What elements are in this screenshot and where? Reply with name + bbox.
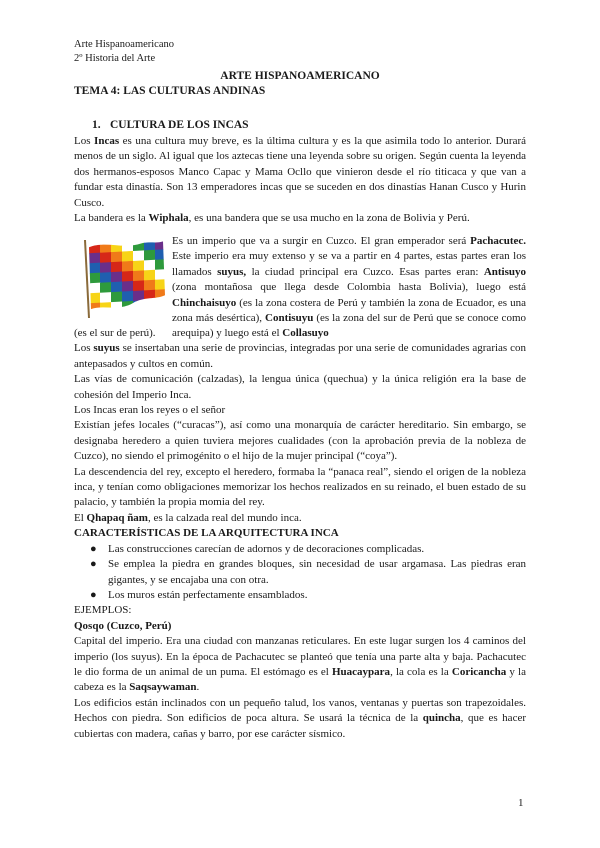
flag-square (133, 250, 145, 261)
list-item: ● Los muros están perfectamente ensamblados. (90, 588, 308, 601)
flag-square (144, 280, 156, 291)
flag-square (122, 291, 134, 302)
paragraph-vias: Las vías de comunicación (calzadas), la lengua única (quechua) y la única religión era la base de cohesión del Imperio Inca. (74, 373, 526, 401)
paragraph-intro: Los Incas es una cultura muy breve, es la última cultura y es la que asimila todo lo anterior. Durará menos de un siglo. Al igual que los aztecas tiene una leyenda sobre su origen. Según cuenta la leyenda dos hermanos-esposos Manco Capac y Mama Ocllo que vinieron desde el río titicaca y que van a fundar esta dinastía. Son 13 emperadores incas que se suceden en dos dinastías Hanan Cusco y Hurin Cusco. (74, 135, 527, 209)
empire-paragraph-end: (es el sur de perú). (74, 327, 156, 339)
flag-square (155, 259, 167, 270)
section-title: CULTURA DE LOS INCAS (110, 119, 249, 131)
flag-square (144, 270, 156, 281)
flag-square (122, 281, 134, 292)
flag-square (155, 299, 167, 310)
paragraph-panaca: La descendencia del rey, excepto el heredero, formaba la “panaca real”, siendo el origen de la nobleza inca, y tenían como obligaciones memorizar los hechos realizados en su reinado, el buen estado de su palacio, y también la propia momia del rey. (74, 465, 526, 509)
flag-square (111, 292, 123, 303)
flag-square (155, 279, 167, 290)
flag-square (155, 239, 167, 250)
flag-square (89, 243, 101, 254)
paragraph-reyes: Los Incas eran los reyes o el señor (74, 404, 226, 417)
empire-paragraph-right: Es un imperio que va a surgir en Cuzco. El gran emperador será Pachacutec. Este imperio era muy extenso y se va a partir en 4 partes, estas partes eran los llamados suyus, la ciudad principal era Cuzco. Esas partes eran: Antisuyo (zona montañosa que llega desde Colombia hasta Bolivia), luego está Chinchaisuyo (es la zona costera de Perú y también la zona de Ecuador, es una zona más desértica), Contisuyu (es la zona del sur de Perú que se conoce como arequipa) y luego está el Collasuyo (172, 235, 527, 340)
flag-square (111, 262, 123, 273)
flag-square (155, 269, 167, 280)
flag-square (144, 300, 156, 311)
flag-square (89, 293, 101, 304)
flag-square (89, 273, 101, 284)
flag-square (100, 282, 112, 293)
flag-square (122, 301, 134, 312)
flag-square (100, 272, 112, 283)
paragraph-jefes: Existían jefes locales (“curacas”), así como una monarquía de carácter hereditario. Sin embargo, se designaba heredero a quien tuviera mejores cualidades (con la aprobación previa de la nobleza de Cuzco), no siendo el primogénito o el hijo de la mujer principal (“coya”). (74, 419, 526, 463)
flag-square (133, 240, 145, 251)
flag-square (111, 252, 123, 263)
paragraph-capital: Capital del imperio. Era una ciudad con manzanas reticulares. En este lugar surgen los 4 caminos del imperio (los suyus). En la época de Pachacutec se planteó que tenía una parte alta y baja. Pachacutec le dio forma de un animal de un puma. El estómago es el Huacaypara, la cola es la Coricancha y la cabeza es la Saqsaywaman. (74, 635, 526, 694)
flag-square (133, 300, 145, 311)
flag-square (122, 261, 134, 272)
flag-square (100, 292, 112, 303)
list-item: ● Las construcciones carecían de adornos y de decoraciones complicadas. (90, 542, 425, 555)
flag-square (89, 303, 101, 314)
flag-square (111, 302, 123, 313)
flag-square (144, 240, 156, 251)
flag-square (155, 249, 167, 260)
flag-square (111, 242, 123, 253)
header-year: 2º Historia del Arte (74, 53, 156, 64)
flag-pole (85, 240, 89, 318)
list-item: ● Se emplea la piedra en grandes bloques, sin necesidad de usar argamasa. Las piedras eran gigantes, y se encajaba una con otra. (90, 558, 526, 586)
flag-square (122, 251, 134, 262)
wiphala-flag-image (75, 238, 167, 318)
document-title: ARTE HISPANOAMERICANO (220, 70, 380, 82)
features-list (74, 542, 526, 604)
flag-square (89, 253, 101, 264)
intro-block (74, 134, 526, 226)
flag-square (144, 290, 156, 301)
flag-square (144, 260, 156, 271)
page-number: 1 (518, 797, 524, 809)
flag-square (122, 271, 134, 282)
paragraph-suyus: Los suyus se insertaban una serie de provincias, integradas por una serie de comunidades agrarias con antepasados y cultos en común. (74, 342, 526, 370)
flag-square (133, 280, 145, 291)
flag-square (89, 283, 101, 294)
subtitle-architecture: CARACTERÍSTICAS DE LA ARQUITECTURA INCA (74, 527, 339, 540)
paragraph-flag: La bandera es la Wiphala, es una bandera que se usa mucho en la zona de Bolivia y Perú. (74, 212, 470, 225)
flag-square (89, 263, 101, 274)
section-number: 1. (92, 119, 101, 131)
section-heading (92, 119, 249, 131)
flag-square (133, 260, 145, 271)
main-body (74, 326, 526, 742)
flag-square (111, 282, 123, 293)
flag-square (100, 262, 112, 273)
flag-square (144, 250, 156, 261)
header-course: Arte Hispanoamericano (74, 39, 175, 50)
paragraph-qhapaq: El Qhapaq ñam, es la calzada real del mundo inca. (74, 511, 302, 524)
flag-cloth (89, 239, 167, 314)
qosqo-heading: Qosqo (Cuzco, Perú) (74, 619, 172, 632)
flag-square (133, 270, 145, 281)
ejemplos-label: EJEMPLOS: (74, 604, 132, 617)
paragraph-edificios: Los edificios están inclinados con un pequeño talud, los vanos, ventanas y puertas son trapezoidales. Hechos con piedra. Son edificios de poca altura. Se usará la técnica de la quincha, que es hacer cubiertas con madera, cañas y barro, por ese carácter sísmico. (74, 696, 526, 740)
flag-square (133, 290, 145, 301)
flag-square (100, 302, 112, 313)
flag-square (111, 272, 123, 283)
flag-square (100, 242, 112, 253)
flag-square (100, 252, 112, 263)
flag-square (155, 289, 167, 300)
flag-square (122, 241, 134, 252)
tema-heading: TEMA 4: LAS CULTURAS ANDINAS (74, 85, 266, 97)
